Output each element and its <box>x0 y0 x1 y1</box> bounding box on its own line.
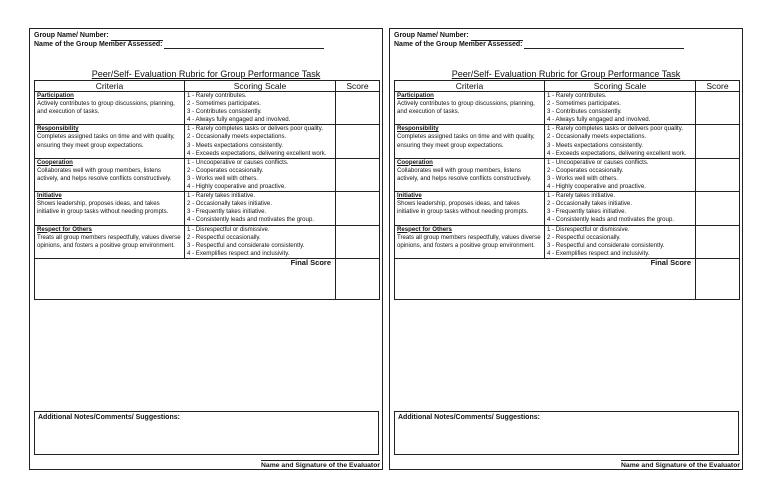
scale-level: 2 - Cooperates occasionally. <box>547 166 624 174</box>
scale-level: 4 - Highly cooperative and proactive. <box>187 183 286 191</box>
score-cell[interactable] <box>336 92 380 125</box>
criterion-description: Collaborates well with group members, listens actively, and helps resolve conflicts constructively. <box>37 166 172 182</box>
criterion-name: Respect for Others <box>37 225 92 233</box>
scale-level: 2 - Cooperates occasionally. <box>187 166 264 174</box>
score-cell[interactable] <box>336 225 380 258</box>
criteria-header: Criteria <box>35 81 185 92</box>
scale-cell <box>545 125 696 158</box>
final-score-cell[interactable] <box>336 258 380 299</box>
scale-level: 3 - Contributes consistently. <box>547 108 622 116</box>
scale-level: 1 - Rarely takes initiative. <box>187 192 256 200</box>
criterion-row <box>35 92 380 125</box>
notes-label: Additional Notes/Comments/ Suggestions: <box>398 414 540 421</box>
signature-label: Name and Signature of the Evaluator <box>261 462 380 469</box>
rubric-table <box>34 80 380 300</box>
scale-level: 2 - Sometimes participates. <box>547 100 621 108</box>
criterion-name: Participation <box>397 92 434 99</box>
scale-level: 1 - Uncooperative or causes conflicts. <box>187 158 289 166</box>
scale-level: 3 - Respectful and considerate consistently. <box>187 241 305 249</box>
criterion-cell <box>35 192 185 225</box>
scale-level: 1 - Disrespectful or dismissive. <box>187 225 270 233</box>
criterion-row <box>395 92 740 125</box>
scale-cell <box>185 158 336 191</box>
scale-cell <box>545 92 696 125</box>
score-cell[interactable] <box>696 92 740 125</box>
scale-level: 2 - Respectful occasionally. <box>547 233 621 241</box>
group-label: Group Name/ Number: <box>34 32 109 39</box>
criteria-header: Criteria <box>395 81 545 92</box>
final-score-label: Final Score <box>35 258 336 299</box>
criterion-cell <box>35 92 185 125</box>
scale-level: 3 - Respectful and considerate consistently. <box>547 241 665 249</box>
scale-level: 3 - Meets expectations consistently. <box>187 141 284 149</box>
criterion-description: Completes assigned tasks on time and with quality, ensuring they meet group expectations. <box>37 133 175 149</box>
scale-level: 3 - Frequently takes initiative. <box>187 208 267 216</box>
criterion-cell <box>395 225 545 258</box>
criterion-cell <box>35 125 185 158</box>
group-line <box>111 34 163 41</box>
score-header: Score <box>696 81 740 92</box>
criterion-description: Shows leadership, proposes ideas, and takes initiative in group tasks without needing prompts. <box>37 200 169 216</box>
scale-cell <box>185 92 336 125</box>
scale-level: 2 - Occasionally takes initiative. <box>187 200 273 208</box>
criterion-row <box>395 125 740 158</box>
criterion-name: Initiative <box>37 192 62 200</box>
group-line <box>471 34 523 41</box>
scale-level: 4 - Always fully engaged and involved. <box>187 116 291 124</box>
criterion-row <box>395 158 740 191</box>
criterion-row <box>35 158 380 191</box>
scale-cell <box>545 158 696 191</box>
final-score-row <box>35 258 380 299</box>
scale-level: 4 - Consistently leads and motivates the group. <box>187 216 315 224</box>
scale-level: 4 - Exemplifies respect and inclusivity. <box>547 249 650 257</box>
member-label: Name of the Group Member Assessed: <box>34 40 163 48</box>
scale-level: 1 - Uncooperative or causes conflicts. <box>547 158 649 166</box>
score-cell[interactable] <box>336 192 380 225</box>
notes-box[interactable] <box>394 411 739 455</box>
scale-header: Scoring Scale <box>185 81 336 92</box>
criterion-name: Initiative <box>397 192 422 200</box>
rubric-sheet-left <box>29 28 383 470</box>
member-line <box>524 42 684 49</box>
score-cell[interactable] <box>336 158 380 191</box>
criterion-description: Treats all group members respectfully, values diverse opinions, and fosters a positive group environment. <box>37 233 181 249</box>
notes-label: Additional Notes/Comments/ Suggestions: <box>38 414 180 421</box>
criterion-name: Respect for Others <box>397 225 452 233</box>
scale-level: 3 - Works well with others. <box>187 174 259 182</box>
score-cell[interactable] <box>336 125 380 158</box>
criterion-name: Cooperation <box>37 158 73 166</box>
criterion-row <box>35 125 380 158</box>
final-score-cell[interactable] <box>696 258 740 299</box>
scale-header: Scoring Scale <box>545 81 696 92</box>
rubric-sheet-right <box>389 28 743 470</box>
criterion-cell <box>395 158 545 191</box>
scale-level: 4 - Always fully engaged and involved. <box>547 116 651 124</box>
rubric-title: Peer/Self- Evaluation Rubric for Group Performance Task <box>451 69 681 79</box>
scale-level: 4 - Exceeds expectations, delivering excellent work. <box>187 149 327 157</box>
notes-box[interactable] <box>34 411 379 455</box>
final-score-row <box>395 258 740 299</box>
scale-level: 2 - Respectful occasionally. <box>187 233 261 241</box>
criterion-cell <box>35 158 185 191</box>
score-cell[interactable] <box>696 225 740 258</box>
criterion-description: Treats all group members respectfully, values diverse opinions, and fosters a positive group environment. <box>397 233 541 249</box>
criterion-row <box>35 192 380 225</box>
criterion-cell <box>395 192 545 225</box>
criterion-cell <box>395 92 545 125</box>
criterion-cell <box>395 125 545 158</box>
criterion-name: Responsibility <box>37 125 79 133</box>
scale-cell <box>185 192 336 225</box>
scale-level: 1 - Disrespectful or dismissive. <box>547 225 630 233</box>
scale-cell <box>185 125 336 158</box>
score-cell[interactable] <box>696 125 740 158</box>
final-score-label: Final Score <box>395 258 696 299</box>
criterion-description: Collaborates well with group members, listens actively, and helps resolve conflicts constructively. <box>397 166 532 182</box>
scale-level: 4 - Exemplifies respect and inclusivity. <box>187 249 290 257</box>
scale-level: 4 - Consistently leads and motivates the group. <box>547 216 675 224</box>
member-label: Name of the Group Member Assessed: <box>394 40 523 48</box>
scale-cell <box>545 192 696 225</box>
scale-cell <box>185 225 336 258</box>
scale-cell <box>545 225 696 258</box>
scale-level: 4 - Exceeds expectations, delivering excellent work. <box>547 149 687 157</box>
scale-level: 1 - Rarely takes initiative. <box>547 192 616 200</box>
scale-level: 1 - Rarely contributes. <box>547 92 607 99</box>
header-fields <box>34 32 324 49</box>
scale-level: 1 - Rarely completes tasks or delivers poor quality. <box>187 125 324 133</box>
group-label: Group Name/ Number: <box>394 32 469 39</box>
criterion-description: Shows leadership, proposes ideas, and takes initiative in group tasks without needing prompts. <box>397 200 529 216</box>
scale-level: 1 - Rarely completes tasks or delivers poor quality. <box>547 125 684 133</box>
criterion-name: Cooperation <box>397 158 433 166</box>
scale-level: 1 - Rarely contributes. <box>187 92 247 99</box>
rubric-table <box>394 80 740 300</box>
score-header: Score <box>336 81 380 92</box>
criterion-row <box>395 225 740 258</box>
criterion-cell <box>35 225 185 258</box>
criterion-name: Responsibility <box>397 125 439 133</box>
scale-level: 3 - Meets expectations consistently. <box>547 141 644 149</box>
criterion-description: Actively contributes to group discussions, planning, and execution of tasks. <box>397 100 535 116</box>
scale-level: 3 - Works well with others. <box>547 174 619 182</box>
criterion-description: Completes assigned tasks on time and with quality, ensuring they meet group expectations. <box>397 133 535 149</box>
scale-level: 3 - Contributes consistently. <box>187 108 262 116</box>
scale-level: 2 - Occasionally takes initiative. <box>547 200 633 208</box>
member-line <box>164 42 324 49</box>
scale-level: 2 - Sometimes participates. <box>187 100 261 108</box>
score-cell[interactable] <box>696 192 740 225</box>
scale-level: 4 - Highly cooperative and proactive. <box>547 183 646 191</box>
criterion-row <box>395 192 740 225</box>
criterion-name: Participation <box>37 92 74 99</box>
scale-level: 2 - Occasionally meets expectations. <box>547 133 647 141</box>
criterion-description: Actively contributes to group discussions, planning, and execution of tasks. <box>37 100 175 116</box>
scale-level: 3 - Frequently takes initiative. <box>547 208 627 216</box>
criterion-row <box>35 225 380 258</box>
header-fields <box>394 32 684 49</box>
rubric-title: Peer/Self- Evaluation Rubric for Group Performance Task <box>91 69 321 79</box>
score-cell[interactable] <box>696 158 740 191</box>
signature-label: Name and Signature of the Evaluator <box>621 462 740 469</box>
scale-level: 2 - Occasionally meets expectations. <box>187 133 287 141</box>
